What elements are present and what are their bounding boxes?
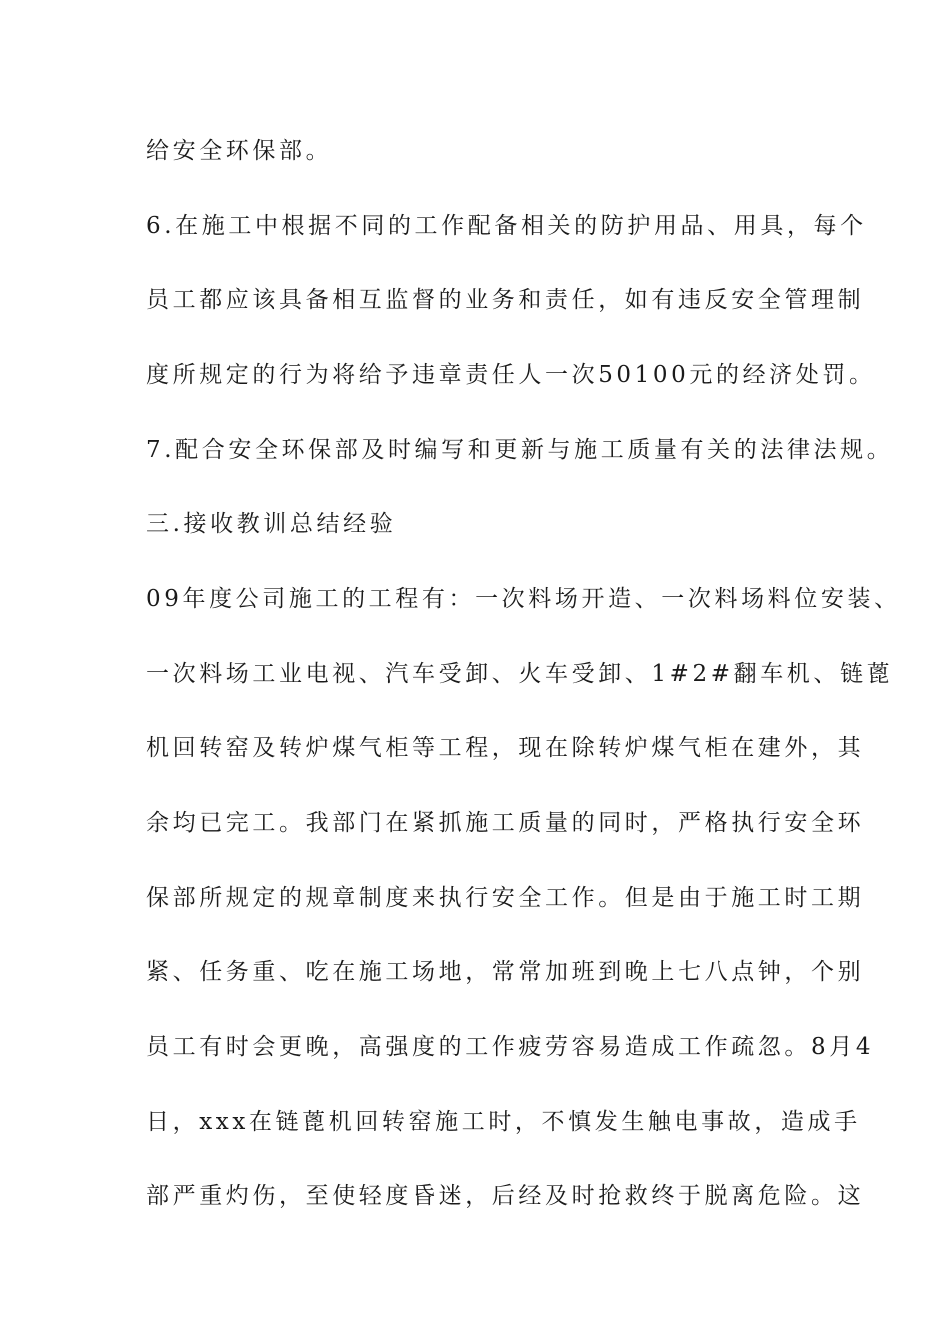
text-line: 员工有时会更晚，高强度的工作疲劳容易造成工作疏忽。8月4 <box>146 1034 875 1060</box>
text-line: 保部所规定的规章制度来执行安全工作。但是由于施工时工期 <box>146 885 865 911</box>
text-line: 6.在施工中根据不同的工作配备相关的防护用品、用具，每个 <box>146 213 867 239</box>
text-line: 紧、任务重、吃在施工场地，常常加班到晚上七八点钟，个别 <box>146 959 865 985</box>
text-line: 员工都应该具备相互监督的业务和责任，如有违反安全管理制 <box>146 287 865 313</box>
section-heading: 三.接收教训总结经验 <box>146 511 397 537</box>
text-line: 给安全环保部。 <box>146 138 333 164</box>
text-line: 7.配合安全环保部及时编写和更新与施工质量有关的法律法规。 <box>146 437 894 463</box>
text-line: 一次料场工业电视、汽车受卸、火车受卸、1#2#翻车机、链蓖 <box>146 661 894 687</box>
text-line: 09年度公司施工的工程有：一次料场开造、一次料场料位安装、 <box>146 586 901 612</box>
text-line: 度所规定的行为将给予违章责任人一次50100元的经济处罚。 <box>146 362 876 388</box>
text-line: 部严重灼伤，至使轻度昏迷，后经及时抢救终于脱离危险。这 <box>146 1183 865 1209</box>
text-line: 日，xxx在链蓖机回转窑施工时，不慎发生触电事故，造成手 <box>146 1109 861 1135</box>
text-line: 机回转窑及转炉煤气柜等工程，现在除转炉煤气柜在建外，其 <box>146 735 865 761</box>
text-line: 余均已完工。我部门在紧抓施工质量的同时，严格执行安全环 <box>146 810 865 836</box>
